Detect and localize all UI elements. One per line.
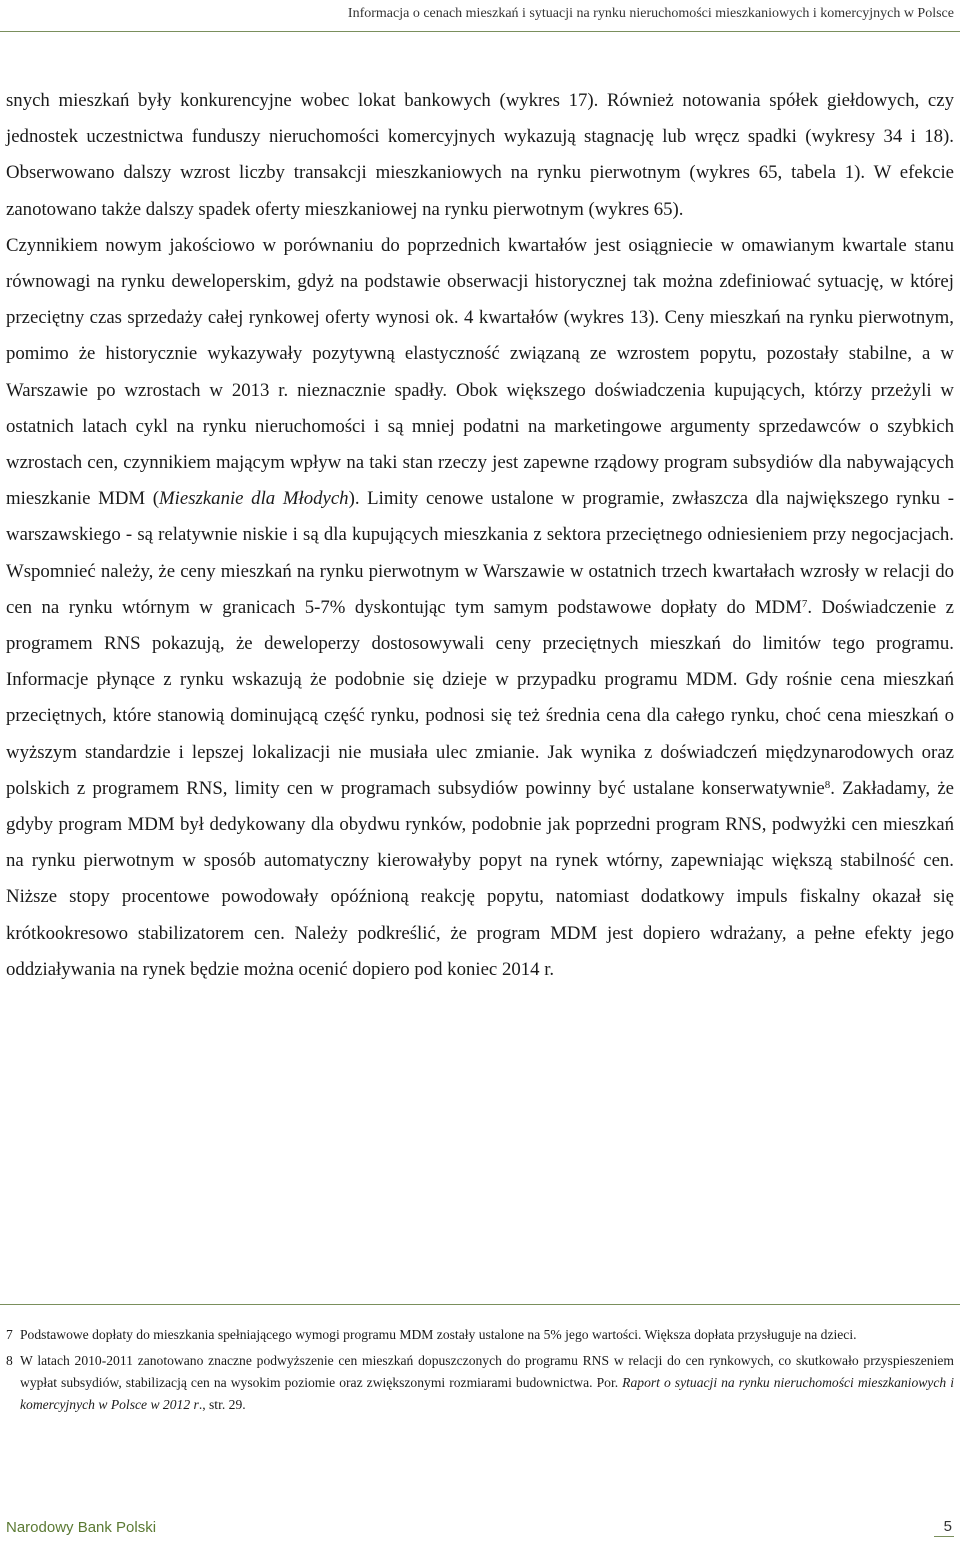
main-text bbox=[6, 83, 954, 988]
publisher-name: Narodowy Bank Polski bbox=[6, 1519, 157, 1536]
footnote-7-number: 7 bbox=[6, 1327, 13, 1342]
paragraph-2-part-a: Czynnikiem nowym jakościowo w porównaniu do poprzednich kwartałów jest osiągniecie w omawianym kwartale stanu równowagi na rynku deweloperskim, gdyż na podstawie obserwacji historycznej tak można zdefiniować sytuację, w której przeciętny czas sprzedaży całej rynkowej oferty wynosi ok. 4 kwartałów (wykres 13). Ceny mieszkań na rynku pierwotnym, pomimo że historycznie wykazywały pozytywną elastyczność związaną ze wzrostem popytu, pozostały stabilne, a w Warszawie po wzrostach w 2013 r. nieznacznie spadły. Obok większego doświadczenia kupujących, którzy przeżyli w ostatnich latach cykl na rynku nieruchomości i są mniej podatni na marketingowe argumenty sprzedawców o szybkich wzrostach cen, czynnikiem mającym wpływ na taki stan rzeczy jest zapewne rządowy program subsydiów dla nabywających mieszkanie MDM ( bbox=[6, 234, 954, 510]
footnote-7-text: Podstawowe dopłaty do mieszkania spełniającego wymogi programu MDM zostały ustalone na 5% jego wartości. Większa dopłata przysługuje na dzieci. bbox=[20, 1327, 857, 1342]
footnote-8-text bbox=[20, 1350, 954, 1416]
report-title-italic: Raport o sytuacji na rynku nieruchomości mieszkaniowych i komercyjnych w Polsce w 2012 r bbox=[20, 1375, 954, 1412]
paragraph-2-part-b: ). Limity cenowe ustalone w programie, zwłaszcza dla największego rynku - warszawskiego - są relatywnie niskie i są dla kupujących mieszkania z sektora przeciętnego odniesieniem przy negocjacjach. Wspomnieć należy, że ceny mieszkań na rynku pierwotnym w Warszawie w ostatnich trzech kwartałach wzrosły w relacji do cen na rynku wtórnym w granicach 5-7% dyskontując tym samym podstawowe dopłaty do MDM bbox=[6, 488, 954, 618]
footnote-ref-8[interactable]: 8 bbox=[824, 778, 831, 791]
footnotes bbox=[6, 1324, 954, 1420]
footnote-8-text-a: W latach 2010-2011 zanotowano znaczne podwyższenie cen mieszkań dopuszczonych do programu RNS w relacji do cen rynkowych, co skutkowało przyspieszeniem wypłat subsydiów, stabilizacją cen na wysokim poziomie oraz zwiększonymi rozmiarami budownictwa. Por. bbox=[20, 1353, 954, 1390]
program-name-italic: Mieszkanie dla Młodych bbox=[159, 488, 349, 510]
footnote-8 bbox=[6, 1350, 954, 1416]
header-divider bbox=[0, 31, 960, 32]
paragraph-2-part-c: . Doświadczenie z programem RNS pokazują, że deweloperzy dostosowywali ceny przeciętnych mieszkań do limitów tego programu. Informacje płynące z rynku wskazują że podobnie się dzieje w przypadku programu MDM. Gdy rośnie cena mieszkań przeciętnych, które stanowią dominującą część rynku, podnosi się też średnia cena dla całego rynku, choć cena mieszkań o wyższym standardzie i lepszej lokalizacji nie musiała ulec zmianie. Jak wynika z doświadczeń międzynarodowych oraz polskich z programem RNS, limity cen w programach subsydiów powinny być ustalane konserwatywnie bbox=[6, 596, 955, 799]
running-header: Informacja o cenach mieszkań i sytuacji na rynku nieruchomości mieszkaniowych i komercyjnych w Polsce bbox=[347, 6, 954, 21]
paragraph-2-part-d: . Zakładamy, że gdyby program MDM był dedykowany dla obydwu rynków, podobnie jak poprzedni program RNS, podwyżki cen mieszkań na rynku pierwotnym w sposób automatyczny kierowałyby popyt na rynek wtórny, zapewniając większą stabilność cen. Niższe stopy procentowe powodowały opóźnioną reakcję popytu, natomiast dodatkowy impuls fiskalny okazał się krótkookresowo stabilizatorem cen. Należy podkreślić, że program MDM jest dopiero wdrażany, a pełne efekty jego oddziaływania na rynek będzie można ocenić dopiero pod koniec 2014 r. bbox=[6, 777, 954, 980]
footnote-8-number: 8 bbox=[6, 1353, 13, 1368]
paragraph-2 bbox=[6, 228, 954, 988]
footnote-divider bbox=[0, 1304, 960, 1305]
footnote-7 bbox=[6, 1324, 954, 1346]
footnote-8-text-b: ., str. 29. bbox=[198, 1397, 246, 1412]
page-number: 5 bbox=[934, 1518, 954, 1537]
footnote-ref-7[interactable]: 7 bbox=[801, 597, 808, 610]
paragraph-1: snych mieszkań były konkurencyjne wobec lokat bankowych (wykres 17). Również notowania spółek giełdowych, czy jednostek uczestnictwa funduszy nieruchomości komercyjnych wykazują stagnację lub wręcz spadki (wykresy 34 i 18). Obserwowano dalszy wzrost liczby transakcji mieszkaniowych na rynku pierwotnym (wykres 65, tabela 1). W efekcie zanotowano także dalszy spadek oferty mieszkaniowej na rynku pierwotnym (wykres 65). bbox=[6, 90, 954, 220]
